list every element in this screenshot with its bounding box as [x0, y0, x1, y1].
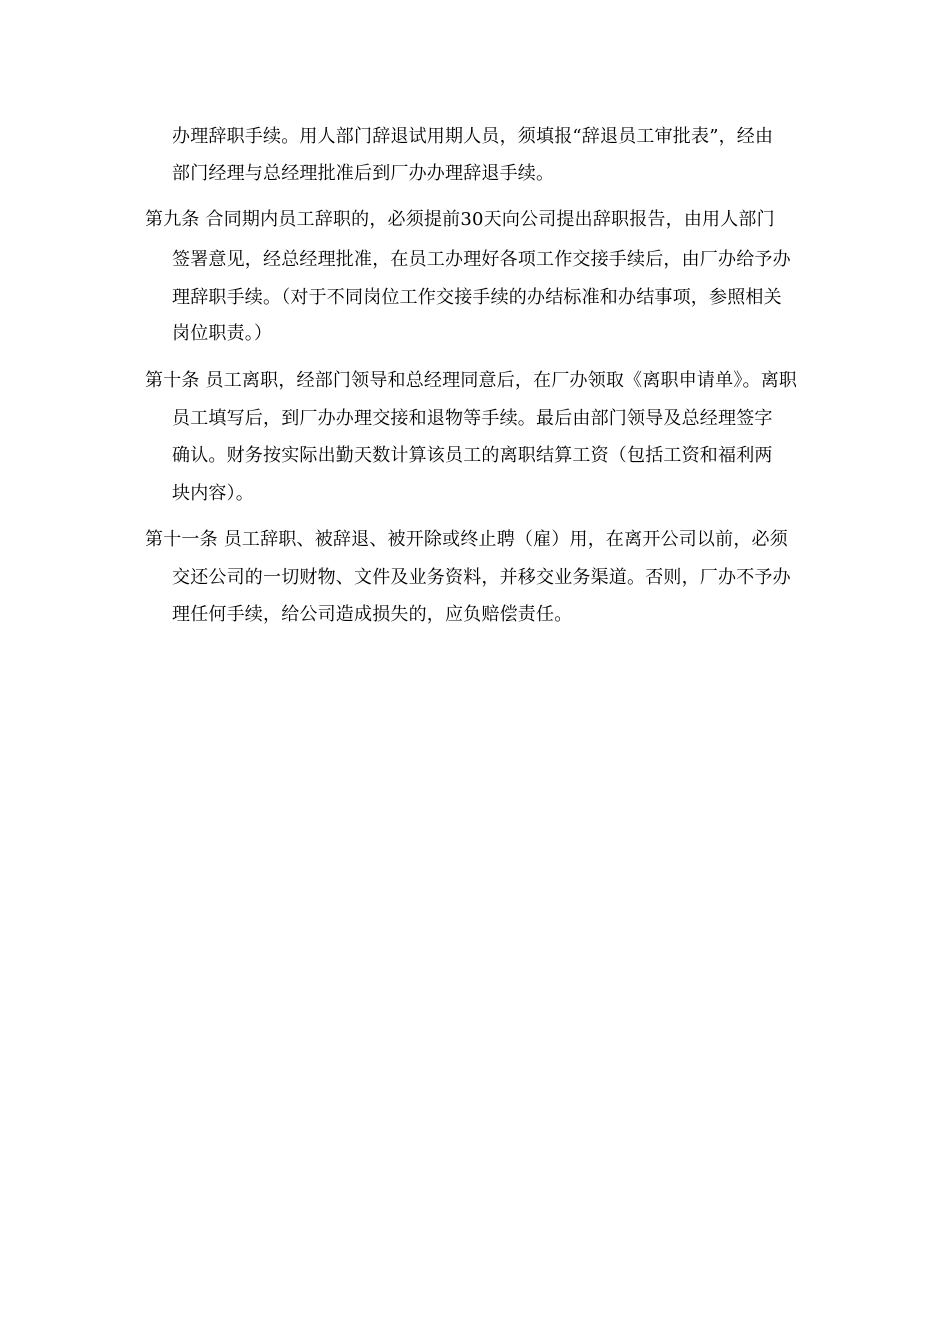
article-9-line-3: 理辞职手续。（对于不同岗位工作交接手续的办结标准和办结事项，参照相关 — [172, 287, 782, 308]
article-9-line-1: 第九条 合同期内员工辞职的，必须提前30天向公司提出辞职报告，由用人部门 — [145, 209, 775, 230]
article-9-line-4: 岗位职责。） — [172, 323, 273, 344]
paragraph-8-continued-line-2: 部门经理与总经理批准后到厂办办理辞退手续。 — [172, 163, 555, 184]
article-10-line-1: 第十条 员工离职，经部门领导和总经理同意后，在厂办领取《离职申请单》。离职 — [145, 370, 798, 391]
article-11-line-2: 交还公司的一切财物、文件及业务资料，并移交业务渠道。否则，厂办不予办 — [172, 567, 791, 588]
article-10-line-4: 块内容）。 — [172, 483, 254, 504]
article-11-line-3: 理任何手续，给公司造成损失的，应负赔偿责任。 — [172, 604, 573, 625]
article-10-line-2: 员工填写后，到厂办办理交接和退物等手续。最后由部门领导及总经理签字 — [172, 408, 773, 429]
article-11-line-1: 第十一条 员工辞职、被辞退、被开除或终止聘（雇）用，在离开公司以前，必须 — [145, 529, 788, 550]
article-10-line-3: 确认。财务按实际出勤天数计算该员工的离职结算工资（包括工资和福利两 — [172, 445, 773, 466]
paragraph-8-continued-line-1: 办理辞职手续。用人部门辞退试用期人员，须填报“辞退员工审批表”，经由 — [172, 126, 774, 147]
article-9-line-2: 签署意见，经总经理批准，在员工办理好各项工作交接手续后，由厂办给予办 — [172, 249, 791, 270]
